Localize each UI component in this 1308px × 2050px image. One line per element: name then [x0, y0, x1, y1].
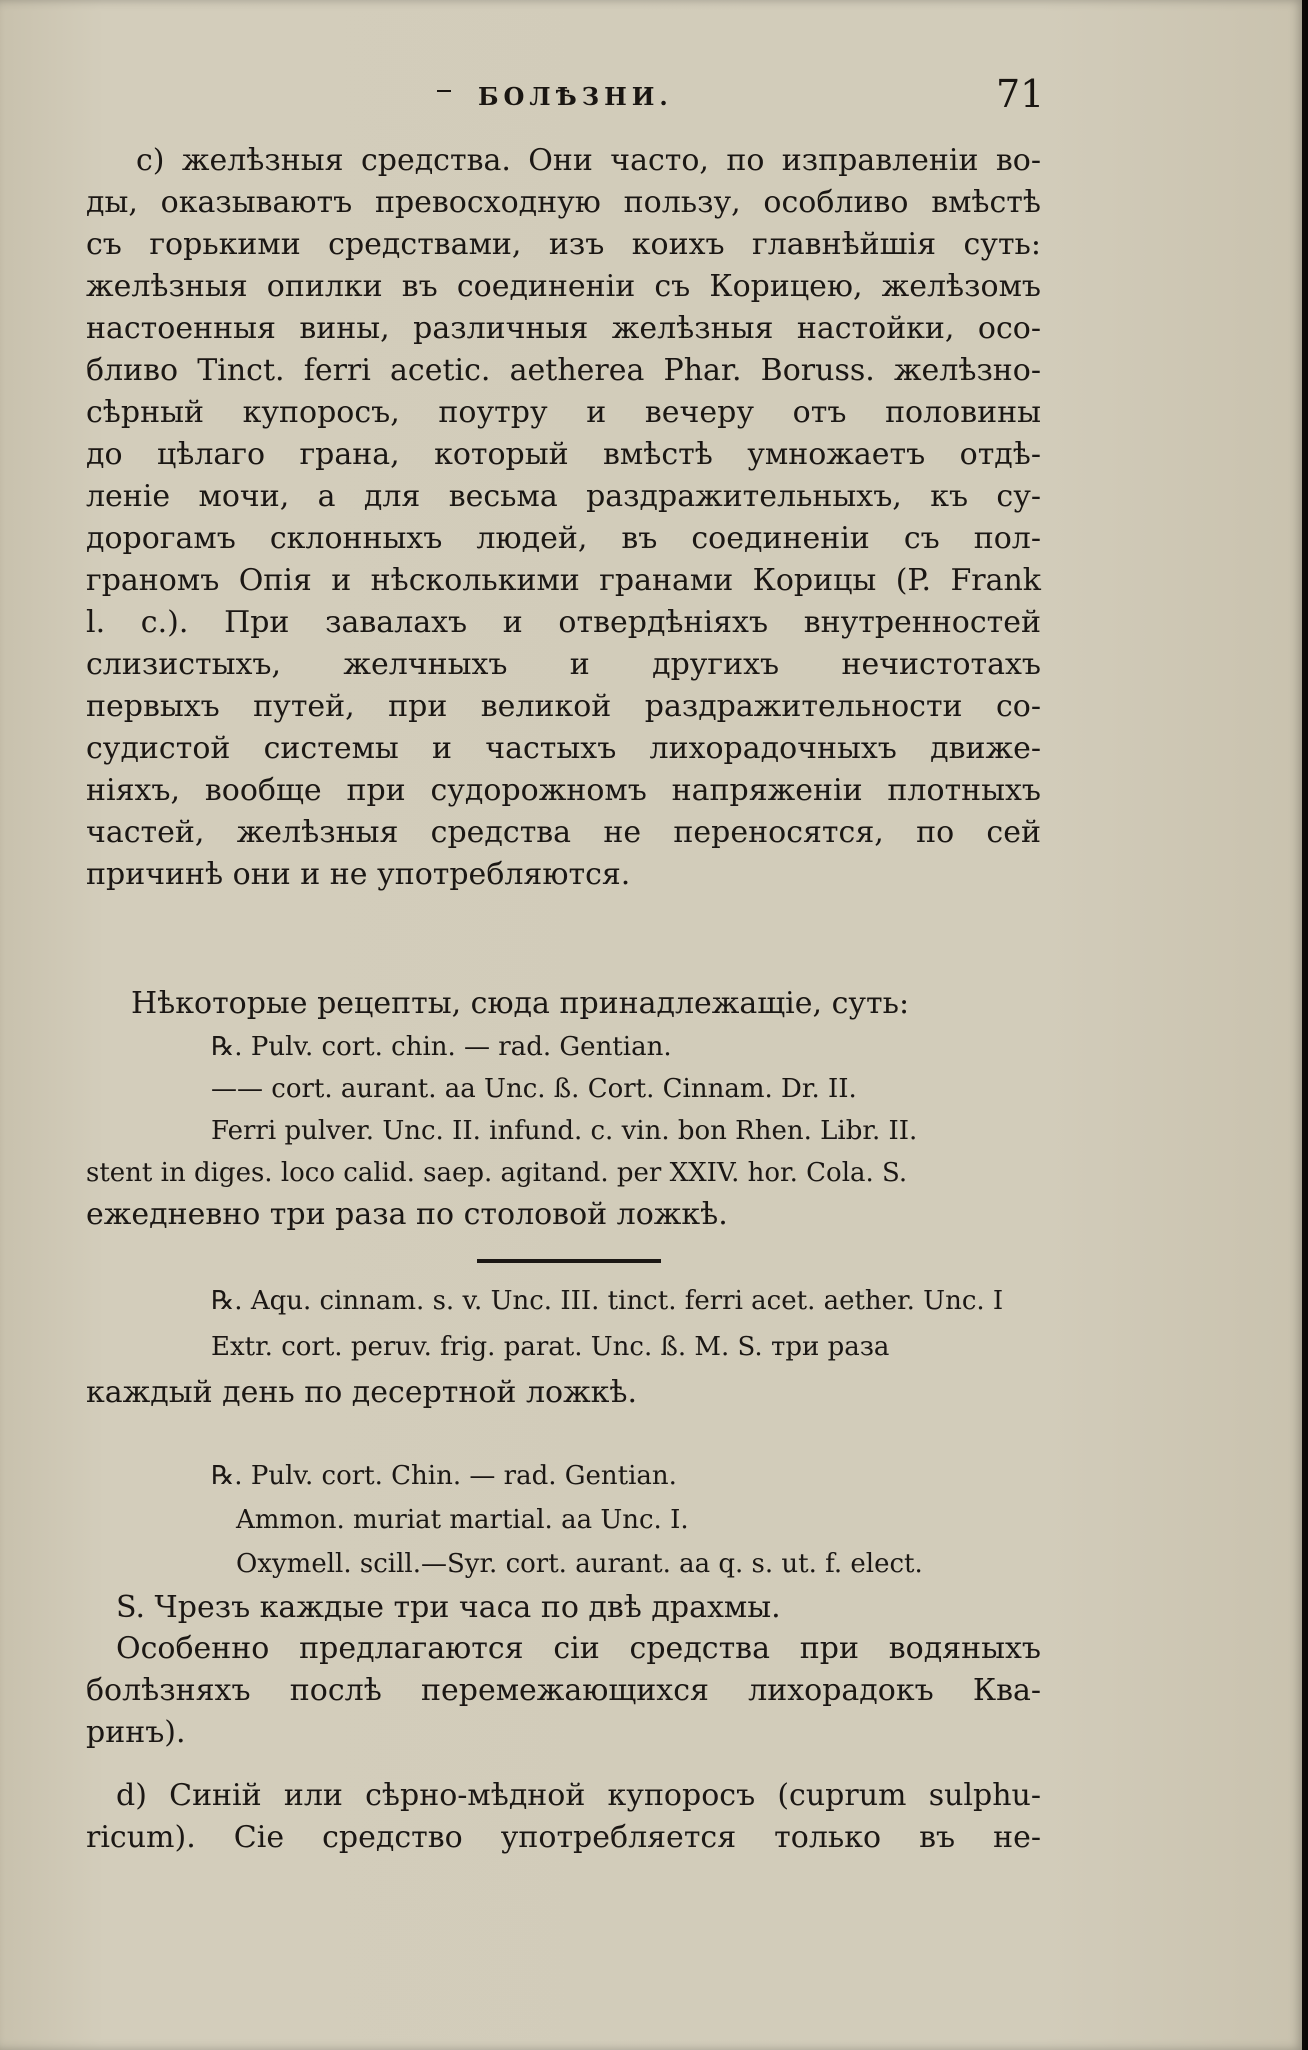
text-line: причинѣ они и не употребляются.: [86, 857, 631, 892]
text-line: леніе мочи, а для весьма раздражительныхъ, къ су-: [86, 479, 1041, 514]
recipe-line: stent in diges. loco calid. saep. agitand. per XXIV. hor. Cola. S.: [86, 1158, 908, 1188]
text-line: ricum). Сіе средство употребляется только въ не-: [86, 1820, 1041, 1855]
text-line: судистой системы и частыхъ лихорадочныхъ движе-: [86, 731, 1041, 766]
header-dash: [437, 90, 451, 92]
text-line: ніяхъ, вообще при судорожномъ напряженіи плотныхъ: [86, 773, 1041, 808]
text-line: слизистыхъ, желчныхъ и другихъ нечистотахъ: [86, 647, 1041, 682]
recipe-1: [86, 1026, 1041, 1236]
recipe-line: Ferri pulver. Unc. II. infund. c. vin. bon Rhen. Libr. II.: [211, 1116, 918, 1146]
text-line: болѣзняхъ послѣ перемежающихся лихорадокъ Ква-: [86, 1673, 1041, 1708]
page-edge: [1302, 0, 1305, 2050]
recipes-intro: Нѣкоторые рецепты, сюда принадлежащіе, суть:: [131, 986, 910, 1021]
running-header: БОЛѢЗНИ.: [478, 82, 673, 111]
text-line: граномъ Опія и нѣсколькими гранами Корицы (P. Frank: [86, 563, 1041, 598]
text-line: дорогамъ склонныхъ людей, въ соединеніи съ пол-: [86, 521, 1041, 556]
recipe-line: Extr. cort. peruv. frig. parat. Unc. ß. M. S. три раза: [211, 1332, 890, 1362]
text-line: d) Синій или сѣрно-мѣдной купоросъ (cuprum sulphu-: [116, 1778, 1041, 1813]
paragraph-indications: [86, 1628, 1041, 1754]
text-line: c) желѣзныя средства. Они часто, по изправленіи во-: [136, 143, 1041, 178]
recipe-2: [86, 1278, 1041, 1416]
recipe-3: [86, 1454, 1041, 1630]
paragraph-copper-sulphate: [86, 1775, 1041, 1859]
recipe-line: каждый день по десертной ложкѣ.: [86, 1375, 638, 1410]
text-line: ринъ).: [86, 1715, 186, 1750]
text-line: бливо Tinct. ferri acetic. aetherea Phar. Boruss. желѣзно-: [86, 353, 1041, 388]
recipe-line: ℞. Pulv. cort. Chin. — rad. Gentian.: [211, 1461, 677, 1491]
text-line: желѣзныя опилки въ соединеніи съ Корицею, желѣзомъ: [86, 269, 1041, 304]
page-number: 71: [996, 72, 1045, 116]
text-line: первыхъ путей, при великой раздражительности со-: [86, 689, 1041, 724]
text-line: частей, желѣзныя средства не переносятся, по сей: [86, 815, 1041, 850]
text-line: съ горькими средствами, изъ коихъ главнѣйшія суть:: [86, 227, 1041, 262]
recipe-line: S. Чрезъ каждые три часа по двѣ драхмы.: [116, 1590, 781, 1625]
recipe-line: ℞. Aqu. cinnam. s. v. Unc. III. tinct. ferri acet. aether. Unc. I: [211, 1286, 1004, 1316]
recipe-line: Oxymell. scill.—Syr. cort. aurant. aa q. s. ut. f. elect.: [236, 1549, 923, 1579]
text-line: до цѣлаго грана, который вмѣстѣ умножаетъ отдѣ-: [86, 437, 1041, 472]
text-line: ды, оказываютъ превосходную пользу, особливо вмѣстѣ: [86, 185, 1041, 220]
recipe-line: ℞. Pulv. cort. chin. — rad. Gentian.: [211, 1032, 672, 1062]
recipe-line: ежедневно три раза по столовой ложкѣ.: [86, 1197, 728, 1232]
text-line: сѣрный купоросъ, поутру и вечеру отъ половины: [86, 395, 1041, 430]
recipe-separator: [477, 1259, 661, 1263]
recipe-line: Ammon. muriat martial. aa Unc. I.: [236, 1505, 689, 1535]
text-line: настоенныя вины, различныя желѣзныя настойки, осо-: [86, 311, 1041, 346]
recipe-line: —— cort. aurant. aa Unc. ß. Cort. Cinnam. Dr. II.: [211, 1074, 857, 1104]
text-line: Особенно предлагаются сіи средства при водяныхъ: [116, 1631, 1041, 1666]
paragraph-iron-remedies: [86, 140, 1041, 896]
text-line: l. c.). При завалахъ и отвердѣніяхъ внутренностей: [86, 605, 1041, 640]
